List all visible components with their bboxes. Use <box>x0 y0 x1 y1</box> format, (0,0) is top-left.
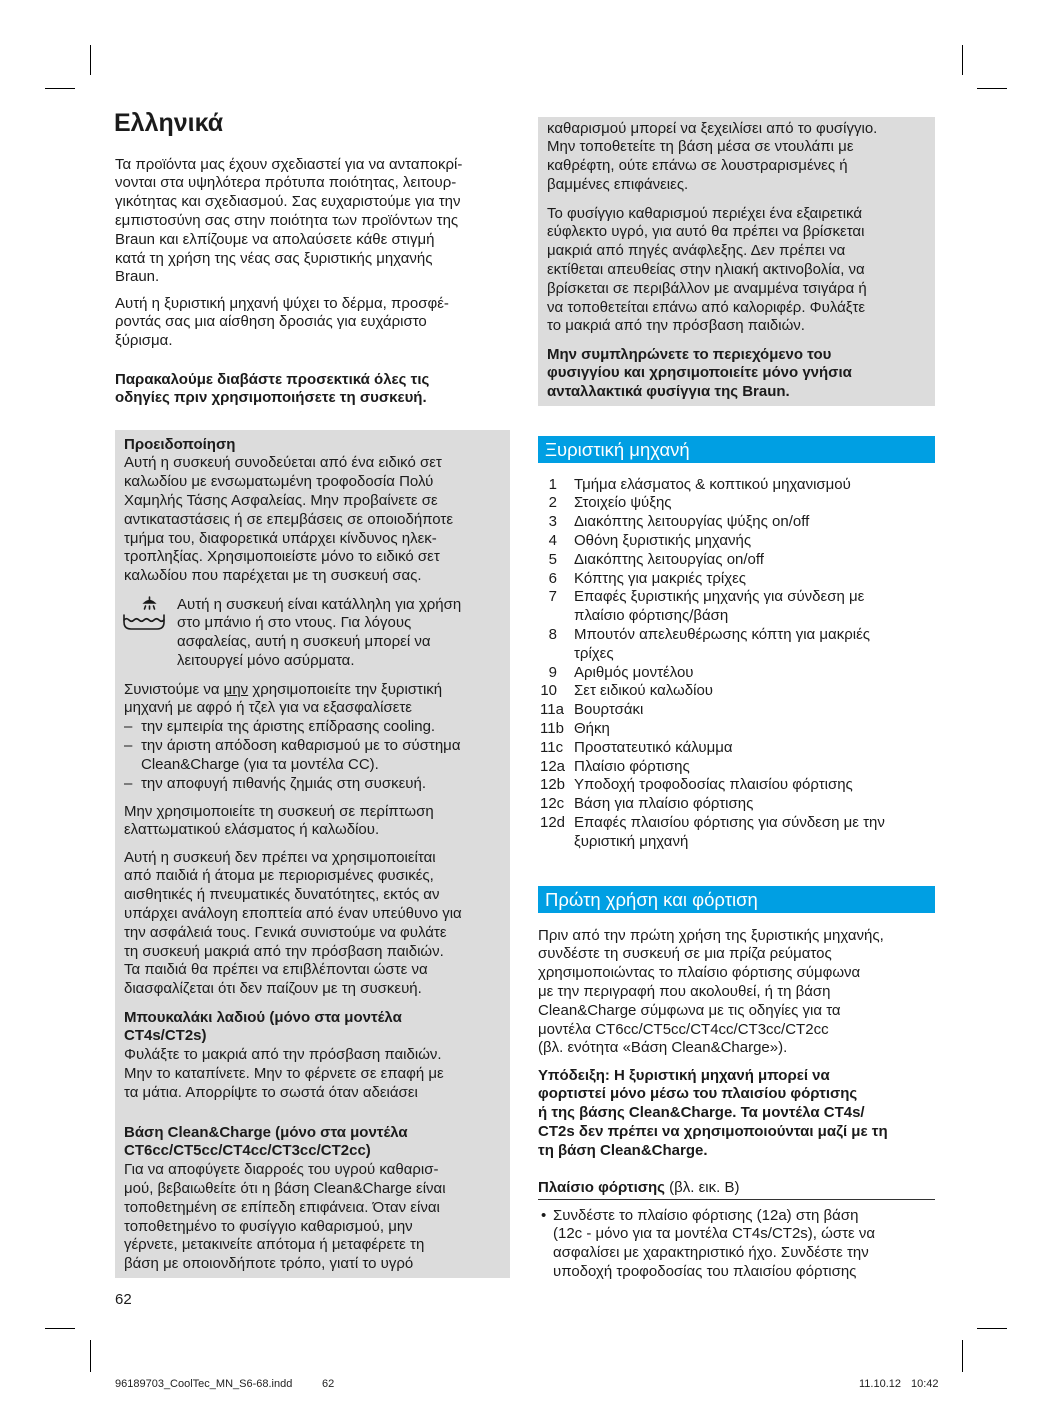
parts-list <box>540 476 935 852</box>
page-title: Ελληνικά <box>114 109 224 137</box>
crop-mark-top-left-vertical <box>90 45 91 75</box>
shower-bath-icon <box>121 596 167 636</box>
bath-use-text: Αυτή η συσκευή είναι κατάλληλη για χρήση στο μπάνιο ή στο ντους. Για λόγους ασφαλείας, αυτή η συσκευή μπορεί να λειτουργεί μόνο ασύρματα. <box>177 595 462 669</box>
part-number: 12d <box>540 813 566 831</box>
part-number: 11c <box>540 738 564 756</box>
parts-list-item <box>540 664 935 683</box>
bullet-text: Συνδέστε το πλαίσιο φόρτισης (12a) στη βάση (12c - μόνο για τα μοντέλα CT4s/CT2s), ώστε να ασφαλίσει με χαρακτηριστικό ήχο. Συνδέστε την υποδοχή τροφοδοσίας του πλαισίου φόρτισης <box>553 1206 876 1280</box>
cartridge-paragraph-1: καθαρισμού μπορεί να ξεχειλίσει από το φυσίγγιο. Μην τοποθετείτε τη βάση μέσα σε ντουλάπι με καθρέφτη, ούτε επάνω σε λουστραρισμένες ή βαμμένες επιφάνειες. <box>547 119 878 193</box>
cooling-paragraph: Αυτή η ξυριστική μηχανή ψύχει το δέρμα, προσφέ- ροντάς σας μια αίσθηση δροσιάς για ευχάριστο ξύρισμα. <box>115 294 449 350</box>
part-number: 12b <box>540 776 566 794</box>
dash-bullet: – <box>124 718 133 736</box>
part-description: Διακόπτης λειτουργίας on/off <box>574 550 764 568</box>
part-number: 6 <box>548 569 557 587</box>
parts-list-item <box>540 814 935 852</box>
subheading-divider <box>538 1199 935 1200</box>
parts-list-item <box>540 682 935 701</box>
parts-list-item <box>540 476 935 495</box>
recommendation-list <box>124 718 461 793</box>
parts-list-item <box>540 588 935 626</box>
crop-mark-top-right-horizontal <box>977 88 1007 89</box>
recommendation-underlined-word: μην <box>223 680 249 698</box>
part-number: 7 <box>548 588 557 606</box>
parts-list-item <box>540 570 935 589</box>
crop-mark-bottom-right-vertical <box>962 1340 963 1372</box>
part-number: 10 <box>540 682 557 700</box>
section-heading-shaver: Ξυριστική μηχανή <box>538 436 935 463</box>
part-description: Υποδοχή τροφοδοσίας πλαισίου φόρτισης <box>574 776 853 794</box>
recommendation-item-text: την εμπειρία της άριστης επίδρασης cooling. <box>141 718 436 736</box>
first-use-paragraph: Πριν από την πρώτη χρήση της ξυριστικής μηχανής, συνδέστε τη συσκευή σε μια πρίζα ρεύματος χρησιμοποιώντας το πλαίσιο φόρτισης σύμφωνα με την περιγραφή που ακολουθεί, ή τη βάση Clean&Charge σύμφωνα με τις οδηγίες για τα μοντέλα CT6cc/CT5cc/CT4cc/CT3cc/CT2cc (βλ. ενότητα «Βάση Clean&Charge»). <box>538 926 884 1057</box>
cartridge-paragraph-2: Το φυσίγγιο καθαρισμού περιέχει ένα εξαιρετικά εύφλεκτο υγρό, για αυτό θα πρέπει να βρίσκεται μακριά από πηγές ανάφλεξης. Δεν πρέπει να εκτίθεται απευθείας στην ηλιακή ακτινοβολία, να βρίσκεται σε περιβάλλον με αναμμένα τσιγάρα ή να τοποθετείται επάνω από καλοριφέρ. Φυλάξτε το μακριά από την πρόσβαση παιδιών. <box>547 204 867 335</box>
intro-paragraph: Τα προϊόντα μας έχουν σχεδιαστεί για να ανταποκρί- νονται στα υψηλότερα πρότυπα ποιότητας, λειτουρ- γικότητας και σχεδιασμού. Σας ευχαριστούμε για την εμπιστοσύνη σας στην ποιότητα των προϊόντων της Braun και ελπίζουμε να απολαύσετε κάθε στιγμή κατά τη χρήση της νέας σας ξυριστικής μηχανής Braun. <box>115 155 463 286</box>
part-description: Μπουτόν απελευθέρωσης κόπτη για μακριές τρίχες <box>574 625 870 662</box>
dash-bullet: – <box>124 736 133 754</box>
crop-mark-bottom-left-vertical <box>90 1340 91 1372</box>
part-number: 5 <box>548 550 557 568</box>
footer-time: 10:42 <box>911 1378 939 1390</box>
cartridge-refill-warning: Μην συμπληρώνετε το περιεχόμενο του φυσιγγίου και χρησιμοποιείτε μόνο γνήσια ανταλλακτικά φυσίγγια της Braun. <box>547 345 852 401</box>
part-description: Βουρτσάκι <box>574 701 644 719</box>
part-description: Τμήμα ελάσματος & κοπτικού μηχανισμού <box>574 475 851 493</box>
part-description: Επαφές πλαισίου φόρτισης για σύνδεση με την ξυριστική μηχανή <box>574 813 885 850</box>
recommendation-item-text: την άριστη απόδοση καθαρισμού με το σύστημα Clean&Charge (για τα μοντέλα CC). <box>141 736 461 773</box>
part-number: 12a <box>540 757 566 775</box>
charging-frame-subheading <box>538 1179 739 1198</box>
parts-list-item <box>540 532 935 551</box>
recommendation-item <box>124 775 461 794</box>
parts-list-item <box>540 795 935 814</box>
parts-list-item <box>540 513 935 532</box>
crop-mark-bottom-right-horizontal <box>977 1328 1007 1329</box>
part-number: 9 <box>548 663 557 681</box>
part-description: Κόπτης για μακριές τρίχες <box>574 569 746 587</box>
parts-list-item <box>540 776 935 795</box>
footer-file-name: 96189703_CoolTec_MN_S6-68.indd <box>115 1378 293 1390</box>
children-warning: Αυτή η συσκευή δεν πρέπει να χρησιμοποιείται από παιδιά ή άτομα με περιορισμένες φυσικές, αισθητικές ή πνευματικές δυνατότητες, εκτός αν υπάρχει ανάλογη εποπτεία από έναν υπεύθυνο για την ασφάλειά τους. Γενικά συνιστούμε να φυλάτε τη συσκευή μακριά από την πρόσβαση παιδιών. Τα παιδιά θα πρέπει να επιβλέπονται ώστε να διασφαλίζεται ότι δεν παίζουν με τη συσκευή. <box>124 848 462 998</box>
parts-list-item <box>540 551 935 570</box>
crop-mark-bottom-left-horizontal <box>45 1328 75 1329</box>
parts-list-item <box>540 494 935 513</box>
part-description: Προστατευτικό κάλυμμα <box>574 738 733 756</box>
part-description: Οθόνη ξυριστικής μηχανής <box>574 531 752 549</box>
parts-list-item <box>540 720 935 739</box>
footer-date: 11.10.12 <box>859 1378 902 1390</box>
warning-paragraph: Αυτή η συσκευή συνοδεύεται από ένα ειδικό σετ καλωδίου με ενσωματωμένη τροφοδοσία Πολύ Χαμηλής Τάσης Ασφαλείας. Μην προβαίνετε σε αντικαταστάσεις ή σε επεμβάσεις σε οποιοδήποτε τμήμα του, διαφορετικά υπάρχει κίνδυνος ηλεκ- τροπληξίας. Χρησιμοποιείστε μόνο το ειδικό σετ καλωδίου που παρέχεται με τη συσκευή σας. <box>124 454 454 585</box>
foam-gel-recommendation <box>124 681 442 719</box>
read-instructions-notice: Παρακαλούμε διαβάστε προσεκτικά όλες τις οδηγίες πριν χρησιμοποιήσετε τη συσκευή. <box>115 370 430 407</box>
part-description: Πλαίσιο φόρτισης <box>574 757 690 775</box>
part-number: 8 <box>548 625 557 643</box>
recommendation-item <box>124 718 461 737</box>
subheading-bold: Πλαίσιο φόρτισης <box>538 1178 665 1196</box>
charging-step <box>541 1207 875 1282</box>
parts-list-item <box>540 626 935 664</box>
clean-charge-base-text: Για να αποφύγετε διαρροές του υγρού καθαρισ- μού, βεβαιωθείτε ότι η βάση Clean&Charge είναι τοποθετημένη σε επίπεδη επιφάνεια. Όταν είναι τοποθετημένο το φυσίγγιο καθαρισμού, μην γέρνετε, μετακινείτε απότομα ή μεταφέρετε τη βάση με οποιονδήποτε τρόπο, γιατί το υγρό <box>124 1161 446 1273</box>
parts-list-item <box>540 739 935 758</box>
part-number: 4 <box>548 531 557 549</box>
part-description: Στοιχείο ψύξης <box>574 494 672 512</box>
crop-mark-top-right-vertical <box>962 45 963 75</box>
part-description: Επαφές ξυριστικής μηχανής για σύνδεση με πλαίσιο φόρτισης/βάση <box>574 588 865 625</box>
recommendation-item <box>124 737 461 775</box>
bullet-item <box>541 1207 875 1282</box>
charging-note: Υπόδειξη: Η ξυριστική μηχανή μπορεί να φορτιστεί μόνο μέσω του πλαισίου φόρτισης ή της βάσης Clean&Charge. Τα μοντέλα CT4s/ CT2s δεν πρέπει να χρησιμοποιούνται μαζί με τη τη βάση Clean&Charge. <box>538 1066 888 1159</box>
part-description: Βάση για πλαίσιο φόρτισης <box>574 795 754 813</box>
part-number: 1 <box>548 475 557 493</box>
section-heading-first-use: Πρώτη χρήση και φόρτιση <box>538 886 935 913</box>
part-description: Διακόπτης λειτουργίας ψύξης on/off <box>574 513 810 531</box>
parts-list-item <box>540 701 935 720</box>
part-number: 3 <box>548 513 557 531</box>
part-number: 11a <box>540 701 564 719</box>
recommendation-text-start: Συνιστούμε να <box>124 680 224 698</box>
part-number: 2 <box>548 494 557 512</box>
recommendation-text-end: χρησιμοποιείτε την ξυριστική μηχανή με αφρό ή τζελ για να εξασφαλίσετε <box>124 680 443 717</box>
part-number: 12c <box>540 795 565 813</box>
oil-bottle-heading: Μπουκαλάκι λαδιού (μόνο στα μοντέλα CT4s/CT2s) <box>124 1008 402 1045</box>
part-description: Θήκη <box>574 719 610 737</box>
warning-heading: Προειδοποίηση <box>124 435 236 453</box>
footer-file-page: 62 <box>322 1378 335 1390</box>
recommendation-item-text: την αποφυγή πιθανής ζημιάς στη συσκευή. <box>141 774 426 792</box>
defect-warning: Μην χρησιμοποιείτε τη συσκευή σε περίπτωση ελαττωματικού ελάσματος ή καλωδίου. <box>124 802 434 839</box>
part-description: Αριθμός μοντέλου <box>574 663 694 681</box>
dash-bullet: – <box>124 774 133 792</box>
crop-mark-top-left-horizontal <box>45 88 75 89</box>
page-number: 62 <box>115 1290 132 1308</box>
bullet-dot: • <box>541 1206 547 1224</box>
clean-charge-base-heading: Βάση Clean&Charge (μόνο στα μοντέλα CT6cc/CT5cc/CT4cc/CT3cc/CT2cc) <box>124 1123 408 1160</box>
oil-bottle-text: Φυλάξτε το μακριά από την πρόσβαση παιδιών. Μην το καταπίνετε. Μην το φέρνετε σε επαφή με τα μάτια. Απορρίψτε το σωστά όταν αδειάσει <box>124 1046 444 1101</box>
part-description: Σετ ειδικού καλωδίου <box>574 682 713 700</box>
part-number: 11b <box>540 719 564 737</box>
subheading-reference: (βλ. εικ. B) <box>664 1178 740 1196</box>
parts-list-item <box>540 758 935 777</box>
